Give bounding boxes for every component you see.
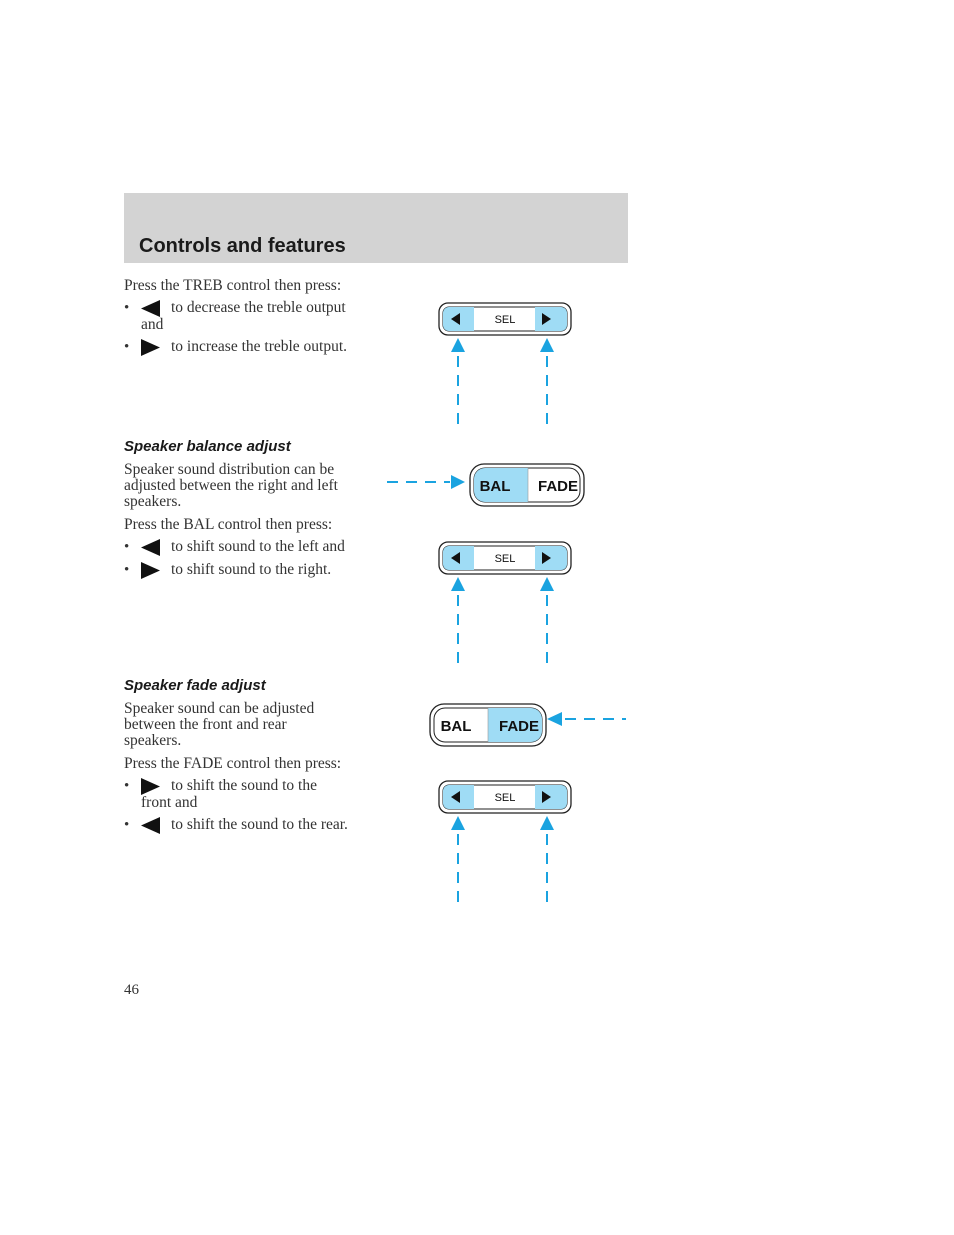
bullet-text: to shift the sound to the rear. bbox=[171, 816, 348, 833]
bullet-text: to shift sound to the left and bbox=[171, 538, 345, 555]
fade-intro: Press the FADE control then press: bbox=[124, 755, 342, 772]
sel-rocker bbox=[439, 303, 571, 335]
right-triangle-icon bbox=[141, 562, 160, 579]
bullet: • bbox=[124, 562, 130, 578]
fade-label: FADE bbox=[537, 478, 579, 495]
right-triangle-icon bbox=[141, 778, 160, 795]
fade-heading: Speaker fade adjust bbox=[124, 677, 266, 694]
treble-figure bbox=[436, 300, 576, 430]
page-title: Controls and features bbox=[139, 235, 346, 257]
page-number: 46 bbox=[124, 982, 139, 998]
bal-fade-figure-fade bbox=[428, 701, 628, 749]
left-arrow-icon bbox=[547, 712, 626, 726]
fade-description-line: speakers. bbox=[124, 732, 182, 749]
bullet-text: to shift the sound to the bbox=[171, 777, 317, 794]
up-arrow-icon bbox=[540, 816, 554, 906]
up-arrow-icon bbox=[540, 338, 554, 428]
header-band bbox=[124, 193, 628, 263]
bullet: • bbox=[124, 817, 130, 833]
bullet-text: to increase the treble output. bbox=[171, 338, 348, 355]
left-triangle-icon bbox=[141, 817, 160, 834]
bullet: • bbox=[124, 300, 130, 316]
bal-label: BAL bbox=[479, 478, 511, 495]
bullet: • bbox=[124, 539, 130, 555]
sel-label: SEL bbox=[494, 553, 516, 565]
balance-intro: Press the BAL control then press: bbox=[124, 516, 333, 533]
bullet-text: to shift sound to the right. bbox=[171, 561, 332, 578]
bullet-text-wrap: and bbox=[141, 316, 164, 333]
bullet-text-wrap: front and bbox=[141, 794, 198, 811]
balance-heading: Speaker balance adjust bbox=[124, 438, 291, 455]
sel-rocker bbox=[439, 781, 571, 813]
sel-rocker bbox=[439, 542, 571, 574]
bullet: • bbox=[124, 339, 130, 355]
up-arrow-icon bbox=[540, 577, 554, 667]
bullet: • bbox=[124, 778, 130, 794]
bal-fade-button bbox=[470, 464, 584, 506]
treble-intro: Press the TREB control then press: bbox=[124, 277, 342, 294]
left-triangle-icon bbox=[141, 539, 160, 556]
bal-fade-button bbox=[430, 704, 546, 746]
fade-description-line: between the front and rear bbox=[124, 716, 287, 733]
balance-description-line: adjusted between the right and left bbox=[124, 477, 338, 494]
bal-fade-figure-bal bbox=[384, 462, 588, 508]
fade-description-line: Speaker sound can be adjusted bbox=[124, 700, 315, 717]
right-triangle-icon bbox=[141, 339, 160, 356]
bullet-text: to decrease the treble output bbox=[171, 299, 346, 316]
up-arrow-icon bbox=[451, 816, 465, 906]
fade-label: FADE bbox=[498, 718, 540, 735]
right-arrow-icon bbox=[387, 475, 465, 489]
sel-label: SEL bbox=[494, 314, 516, 326]
balance-description-line: speakers. bbox=[124, 493, 182, 510]
left-triangle-icon bbox=[141, 300, 160, 317]
sel-label: SEL bbox=[494, 792, 516, 804]
fade-figure bbox=[436, 778, 576, 908]
balance-figure bbox=[436, 539, 576, 669]
up-arrow-icon bbox=[451, 577, 465, 667]
bal-label: BAL bbox=[440, 718, 472, 735]
up-arrow-icon bbox=[451, 338, 465, 428]
balance-description-line: Speaker sound distribution can be bbox=[124, 461, 335, 478]
